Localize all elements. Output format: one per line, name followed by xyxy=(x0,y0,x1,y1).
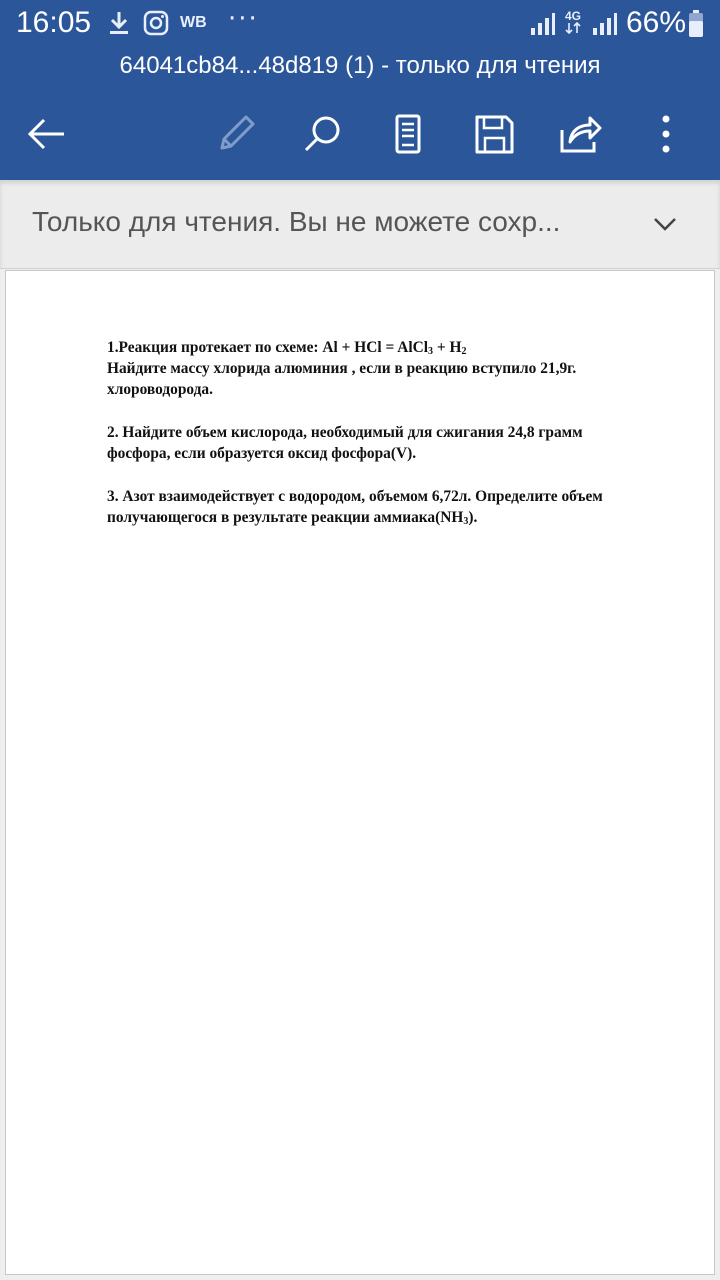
task-1-line-3: хлороводорода. xyxy=(107,381,213,398)
search-button[interactable] xyxy=(296,108,348,160)
back-button[interactable] xyxy=(20,108,72,160)
reading-view-icon xyxy=(382,108,434,160)
subscript-3: 3 xyxy=(428,346,434,357)
network-type-label: 4G xyxy=(564,9,581,23)
instagram-icon xyxy=(143,10,169,40)
readonly-message: Только для чтения. Вы не можете сохр... xyxy=(32,206,561,237)
battery-icon xyxy=(688,10,704,42)
network-type-indicator xyxy=(564,10,582,36)
task-2-line-2: фосфора, если образуется оксид фосфора(V). xyxy=(107,445,417,462)
subscript-3b: 3 xyxy=(463,516,469,527)
task-1-equation-mid: + H xyxy=(433,339,462,356)
save-button[interactable] xyxy=(468,108,520,160)
task-3-line-2-start: получающегося в результате реакции аммиака(NH xyxy=(107,509,464,526)
chevron-down-icon[interactable] xyxy=(650,210,680,242)
more-vert-icon xyxy=(640,108,692,160)
more-options-button[interactable] xyxy=(640,108,692,160)
task-3-line-2-end: ). xyxy=(468,509,478,526)
document-title: 64041cb84...48d819 (1) - только для чтения xyxy=(119,52,601,79)
document-body xyxy=(107,337,667,550)
task-1-line-2: Найдите массу хлорида алюминия , если в реакцию вступило 21,9г. xyxy=(107,360,577,377)
readonly-banner[interactable] xyxy=(0,180,720,269)
task-2-line-1: 2. Найдите объем кислорода, необходимый для сжигания 24,8 грамм xyxy=(107,424,583,441)
task-3-line-1: 3. Азот взаимодействует с водородом, объемом 6,72л. Определите объем xyxy=(107,488,603,505)
signal-icon-2 xyxy=(592,12,618,40)
save-icon xyxy=(468,108,520,160)
task-2 xyxy=(107,422,667,464)
arrow-left-icon xyxy=(20,108,72,160)
battery-level: 66% xyxy=(626,6,687,39)
task-3 xyxy=(107,486,667,528)
edit-button[interactable] xyxy=(210,108,262,160)
task-1-equation-start: 1.Реакция протекает по схеме: Al + HCl = AlCl xyxy=(107,339,429,356)
share-icon xyxy=(554,108,606,160)
wb-app-icon: WB xyxy=(180,14,207,31)
document-page xyxy=(5,270,715,1275)
data-arrows-icon xyxy=(564,22,582,34)
more-notifications-icon: ··· xyxy=(228,4,259,34)
search-icon xyxy=(296,108,348,160)
subscript-2: 2 xyxy=(461,346,467,357)
reading-view-button[interactable] xyxy=(382,108,434,160)
task-1 xyxy=(107,337,667,400)
status-time: 16:05 xyxy=(16,6,92,39)
share-button[interactable] xyxy=(554,108,606,160)
signal-icon xyxy=(530,12,556,40)
status-bar xyxy=(0,0,720,48)
app-header xyxy=(0,0,720,180)
download-icon xyxy=(108,10,130,40)
pencil-icon xyxy=(210,108,262,160)
